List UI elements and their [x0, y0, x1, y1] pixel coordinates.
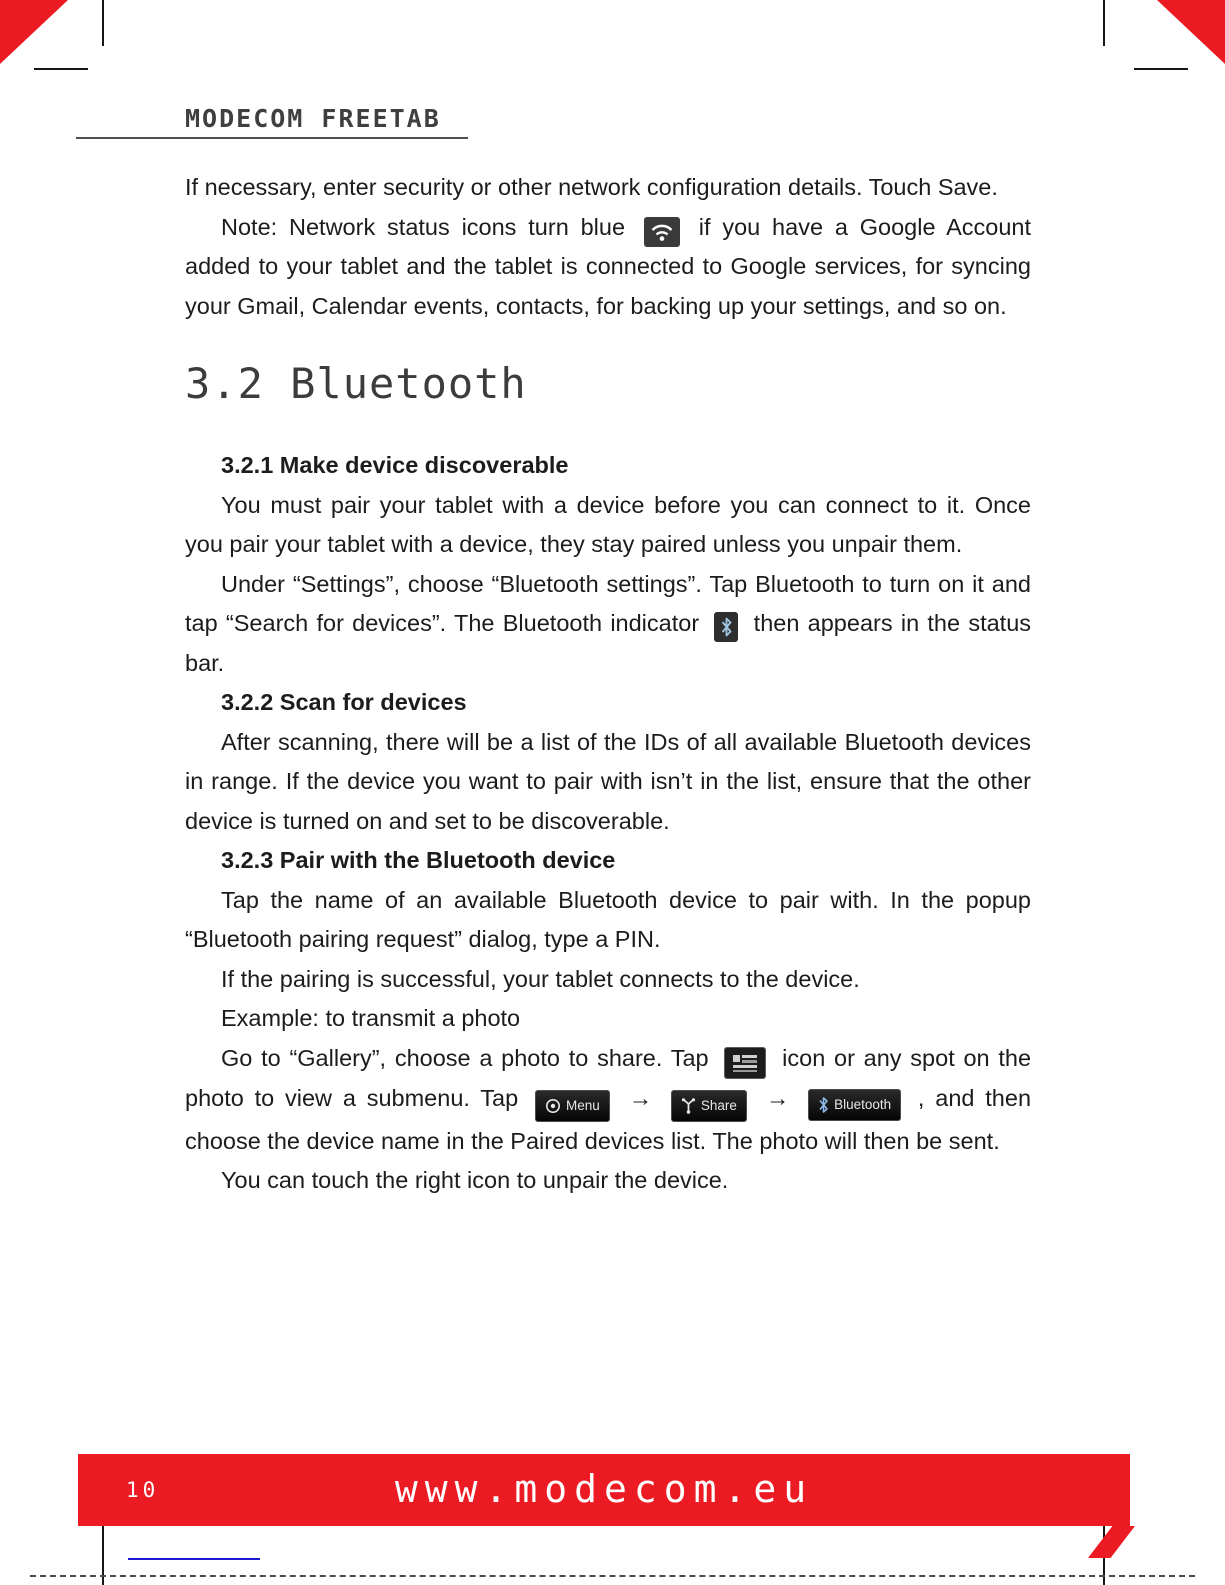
section-title: 3.2 Bluetooth	[185, 359, 527, 408]
footer-bleed-tail	[1088, 1526, 1135, 1558]
paragraph-pair: Tap the name of an available Bluetooth device to pair with. In the popup “Bluetooth pairing request” dialog, type a PIN.	[185, 886, 1031, 952]
menu-button-image	[535, 1090, 610, 1122]
page-number: 10	[126, 1478, 160, 1502]
paragraph-example: Example: to transmit a photo	[221, 1005, 521, 1031]
bluetooth-button-label: Bluetooth	[834, 1096, 892, 1112]
bluetooth-button-image	[808, 1089, 901, 1121]
registration-line	[128, 1558, 260, 1560]
gallery-text-3: , and then choose the device name in the Paired devices list. The photo will then be sent.	[185, 1084, 1032, 1154]
bleed-triangle-top-left	[0, 0, 68, 64]
bleed-triangle-top-right	[1157, 0, 1225, 64]
paragraph-note	[185, 208, 1031, 327]
share-icon	[681, 1098, 696, 1114]
wifi-status-icon	[644, 217, 680, 247]
gallery-menu-icon	[724, 1047, 766, 1079]
paragraph-gallery-share	[185, 1039, 1031, 1162]
bluetooth-icon	[818, 1096, 829, 1114]
bluetooth-indicator-icon	[714, 612, 738, 642]
subsection-title-322: 3.2.2 Scan for devices	[221, 689, 467, 715]
paragraph-pair-success: If the pairing is successful, your tablet connects to the device.	[221, 965, 860, 992]
footer-bar	[78, 1454, 1130, 1526]
footer-url: www.modecom.eu	[394, 1467, 814, 1511]
subsection-title-321: 3.2.1 Make device discoverable	[221, 452, 569, 478]
arrow-glyph: →	[628, 1084, 653, 1111]
paragraph-bluetooth-settings	[185, 565, 1031, 684]
crop-mark	[102, 0, 104, 46]
crop-mark	[1103, 0, 1105, 46]
share-button-label: Share	[700, 1097, 737, 1113]
page-content	[185, 168, 1031, 1201]
menu-button-label: Menu	[566, 1097, 600, 1113]
subsection-title-323: 3.2.3 Pair with the Bluetooth device	[221, 847, 616, 873]
header-rule	[76, 137, 468, 139]
trim-dashed-line	[30, 1575, 1195, 1577]
share-button-image	[671, 1090, 747, 1122]
arrow-glyph: →	[765, 1084, 790, 1111]
paragraph-intro: If necessary, enter security or other network configuration details. Touch Save.	[185, 174, 998, 200]
note-text-after-icon: if you have a Google Account added to your tablet and the tablet is connected to Google services, for syncing your Gmail, Calendar events, contacts, for backing up your settings, and so on.	[185, 213, 1031, 319]
gallery-text-2: icon or any spot on the photo to view a submenu. Tap	[185, 1044, 1032, 1111]
paragraph-pairing-intro: You must pair your tablet with a device before you can connect to it. Once you pair your tablet with a device, they stay paired unless you unpair them.	[185, 491, 1031, 557]
note-text-before-icon: Note: Network status icons turn blue	[221, 213, 626, 240]
crop-mark	[34, 68, 88, 70]
menu-icon	[545, 1098, 561, 1114]
crop-mark	[1134, 68, 1188, 70]
settings-text-after-icon: then appears in the status bar.	[185, 610, 1032, 676]
paragraph-unpair: You can touch the right icon to unpair the device.	[221, 1167, 729, 1193]
header-brand: MODECOM FREETAB	[185, 104, 441, 133]
paragraph-scan: After scanning, there will be a list of the IDs of all available Bluetooth devices in range. If the device you want to pair with isn’t in the list, ensure that the other device is turned on and set to be discoverable.	[185, 728, 1031, 834]
settings-text-before-icon: Under “Settings”, choose “Bluetooth settings”. Tap Bluetooth to turn on it and tap “Search for devices”. The Bluetooth indicator	[185, 570, 1031, 636]
gallery-text-1: Go to “Gallery”, choose a photo to share. Tap	[221, 1044, 709, 1071]
